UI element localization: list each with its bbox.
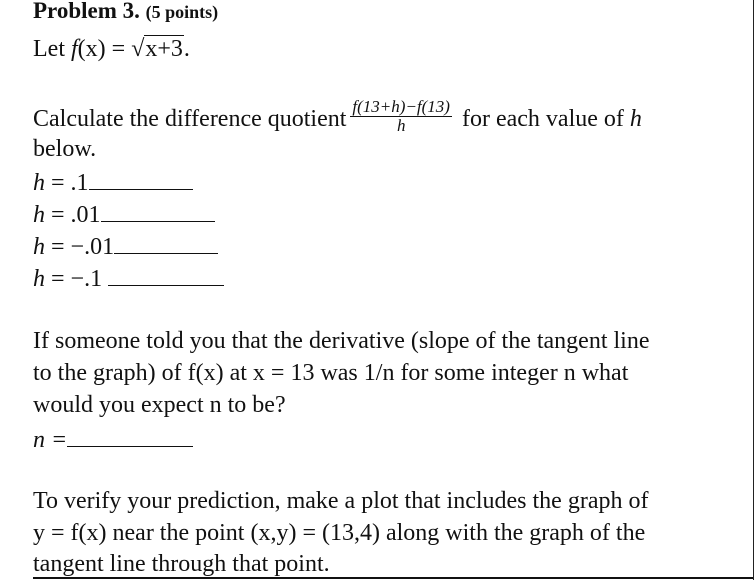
answer-blank[interactable] <box>101 199 215 222</box>
problem-title: Problem 3. <box>33 0 140 23</box>
function-definition: Let f(x) = √x+3. <box>33 36 190 62</box>
square-root: √x+3 <box>131 36 183 62</box>
problem-points: (5 points) <box>145 2 219 22</box>
n-answer-row: n = <box>33 424 193 455</box>
answer-blank[interactable] <box>114 231 218 254</box>
answer-blank[interactable] <box>89 167 193 190</box>
h-value-row: h = −.01 <box>33 231 218 262</box>
derivative-question-line: If someone told you that the derivative (slope of the tangent line <box>33 328 650 354</box>
difference-quotient-fraction: $\frac{f(13+h)-f(13)}{h}$ <box>352 97 450 135</box>
derivative-question-line: would you expect n to be? <box>33 392 286 418</box>
derivative-question-line: to the graph) of f(x) at x = 13 was 1/n for some integer n what <box>33 360 629 386</box>
h-value-row: h = .01 <box>33 199 215 230</box>
verify-instruction-line: To verify your prediction, make a plot that includes the graph of <box>33 488 649 514</box>
quotient-instruction-cont: below. <box>33 136 97 162</box>
h-value-row: h = −.1 <box>33 263 224 294</box>
verify-instruction-line: y = f(x) near the point (x,y) = (13,4) along with the graph of the <box>33 520 646 546</box>
verify-instruction-line: tangent line through that point. <box>33 551 330 577</box>
h-value-row: h = .1 <box>33 167 193 198</box>
quotient-instruction: Calculate the difference quotient $\frac{f(13+h)-f(13)}{h}$ for each value of h <box>33 97 642 135</box>
problem-heading <box>33 0 218 24</box>
bottom-rule <box>33 577 753 579</box>
answer-blank[interactable] <box>108 263 224 286</box>
answer-blank[interactable] <box>67 424 193 447</box>
